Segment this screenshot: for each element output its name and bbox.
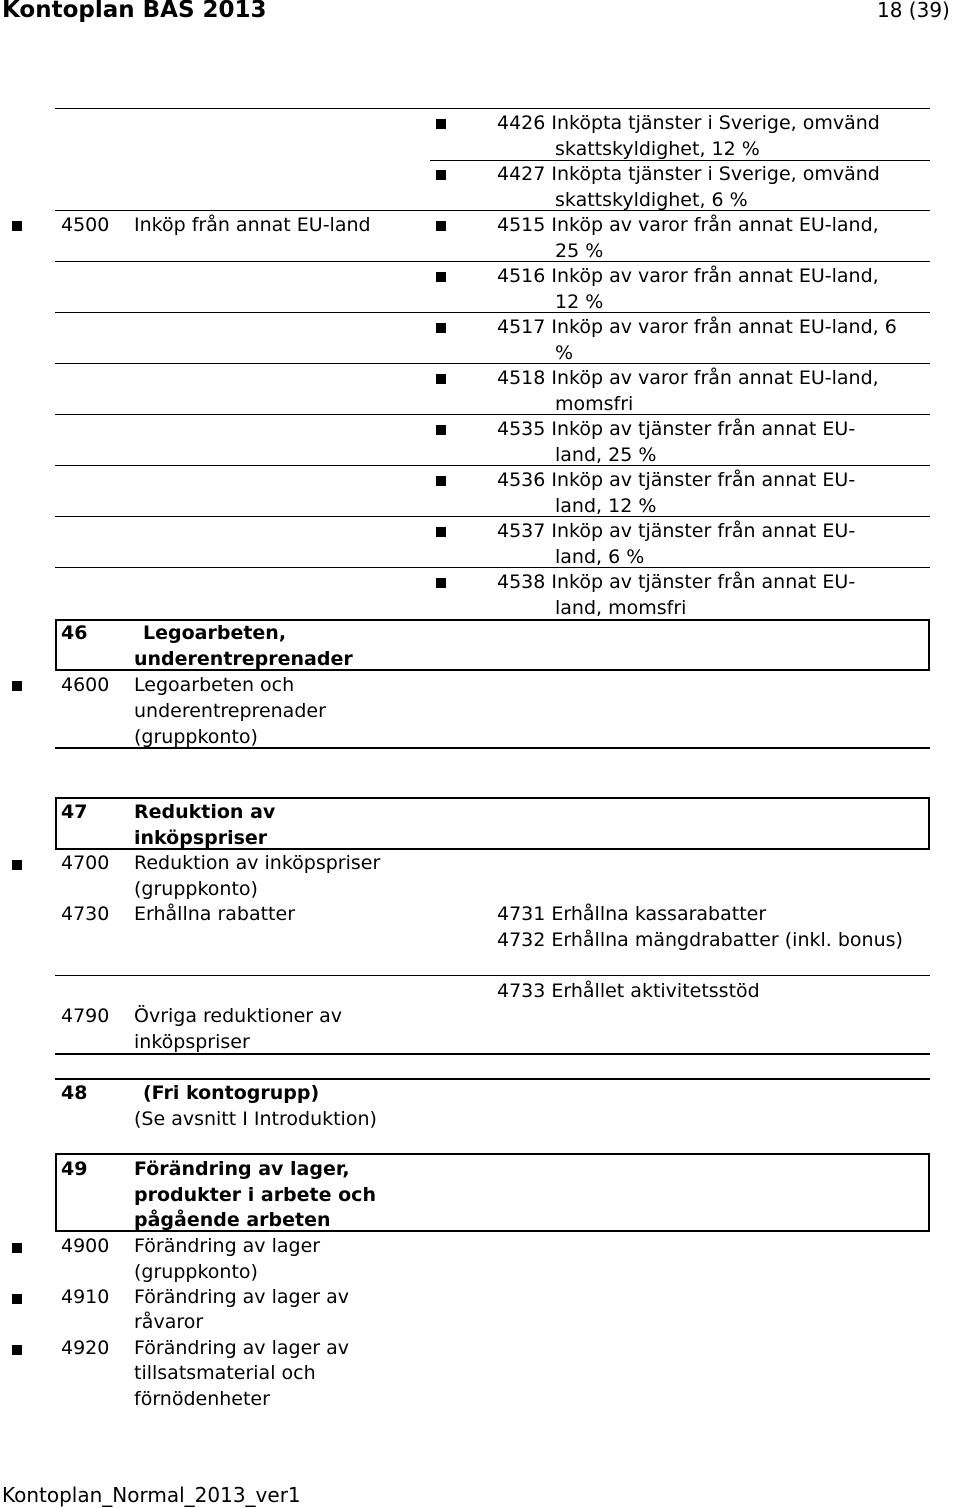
account-4790-label-cont: inköpspriser bbox=[134, 1031, 250, 1053]
account-4600-label-cont2: (gruppkonto) bbox=[134, 726, 258, 748]
account-4427-cont: skattskyldighet, 6 % bbox=[555, 189, 748, 211]
group-49-title-cont2: pågående arbeten bbox=[134, 1209, 331, 1231]
account-4700-number: 4700 bbox=[61, 852, 110, 874]
account-4900-number: 4900 bbox=[61, 1235, 110, 1257]
account-4730-number: 4730 bbox=[61, 903, 110, 925]
account-4426: 4426 Inköpta tjänster i Sverige, omvänd bbox=[497, 112, 880, 134]
bullet-icon bbox=[436, 119, 446, 129]
bullet-icon bbox=[12, 1294, 22, 1304]
account-4733: 4733 Erhållet aktivitetsstöd bbox=[497, 980, 760, 1002]
account-4518: 4518 Inköp av varor från annat EU-land, bbox=[497, 367, 879, 389]
bullet-icon bbox=[12, 221, 22, 231]
account-4920-number: 4920 bbox=[61, 1337, 110, 1359]
account-4535: 4535 Inköp av tjänster från annat EU- bbox=[497, 418, 856, 440]
account-4920-label-cont2: förnödenheter bbox=[134, 1388, 270, 1410]
page-number: 18 (39) bbox=[877, 0, 950, 22]
group-49-title-cont: produkter i arbete och bbox=[134, 1184, 376, 1206]
account-4920-label: Förändring av lager av bbox=[134, 1337, 350, 1359]
account-4518-cont: momsfri bbox=[555, 393, 634, 415]
account-4731: 4731 Erhållna kassarabatter bbox=[497, 903, 767, 925]
bullet-icon bbox=[12, 1243, 22, 1253]
bullet-icon bbox=[436, 323, 446, 333]
document-title: Kontoplan BAS 2013 bbox=[2, 0, 267, 23]
account-4700-label-cont: (gruppkonto) bbox=[134, 878, 258, 900]
account-4910-label: Förändring av lager av bbox=[134, 1286, 350, 1308]
account-4600-label: Legoarbeten och bbox=[134, 674, 295, 696]
account-4600-label-cont: underentreprenader bbox=[134, 700, 326, 722]
account-4600-number: 4600 bbox=[61, 674, 110, 696]
account-4515: 4515 Inköp av varor från annat EU-land, bbox=[497, 214, 879, 236]
group-47-title-cont: inköpspriser bbox=[134, 827, 268, 849]
account-4517: 4517 Inköp av varor från annat EU-land, 6 bbox=[497, 316, 897, 338]
account-4538-cont: land, momsfri bbox=[555, 597, 687, 619]
bullet-icon bbox=[436, 170, 446, 180]
account-4730-label: Erhållna rabatter bbox=[134, 903, 296, 925]
bullet-icon bbox=[12, 681, 22, 691]
bullet-icon bbox=[436, 221, 446, 231]
bullet-icon bbox=[436, 374, 446, 384]
account-4790-label: Övriga reduktioner av bbox=[134, 1005, 343, 1027]
group-47-title: Reduktion av bbox=[134, 801, 276, 823]
account-4538: 4538 Inköp av tjänster från annat EU- bbox=[497, 571, 856, 593]
account-4516-cont: 12 % bbox=[555, 291, 604, 313]
account-4516: 4516 Inköp av varor från annat EU-land, bbox=[497, 265, 879, 287]
account-4500-label: Inköp från annat EU-land bbox=[134, 214, 371, 236]
account-4427: 4427 Inköpta tjänster i Sverige, omvänd bbox=[497, 163, 880, 185]
bullet-icon bbox=[436, 527, 446, 537]
group-46-number: 46 bbox=[61, 622, 88, 644]
group-48-title: (Fri kontogrupp) bbox=[143, 1082, 320, 1104]
bullet-icon bbox=[436, 425, 446, 435]
account-4500-number: 4500 bbox=[61, 214, 110, 236]
account-4900-label: Förändring av lager bbox=[134, 1235, 321, 1257]
account-4790-number: 4790 bbox=[61, 1005, 110, 1027]
account-4536-cont: land, 12 % bbox=[555, 495, 657, 517]
bullet-icon bbox=[12, 1345, 22, 1355]
group-48-number: 48 bbox=[61, 1082, 88, 1104]
account-4517-cont: % bbox=[555, 342, 574, 364]
account-4537-cont: land, 6 % bbox=[555, 546, 645, 568]
group-47-number: 47 bbox=[61, 801, 88, 823]
bullet-icon bbox=[436, 272, 446, 282]
group-49-number: 49 bbox=[61, 1158, 88, 1180]
footer-filename: Kontoplan_Normal_2013_ver1 bbox=[2, 1483, 301, 1507]
group-49-title: Förändring av lager, bbox=[134, 1158, 350, 1180]
account-4536: 4536 Inköp av tjänster från annat EU- bbox=[497, 469, 856, 491]
account-4920-label-cont: tillsatsmaterial och bbox=[134, 1362, 316, 1384]
group-46-title: Legoarbeten, bbox=[143, 622, 287, 644]
bullet-icon bbox=[436, 476, 446, 486]
account-4700-label: Reduktion av inköpspriser bbox=[134, 852, 381, 874]
account-4910-label-cont: råvaror bbox=[134, 1311, 204, 1333]
account-4537: 4537 Inköp av tjänster från annat EU- bbox=[497, 520, 856, 542]
account-4910-number: 4910 bbox=[61, 1286, 110, 1308]
bullet-icon bbox=[12, 860, 22, 870]
account-4535-cont: land, 25 % bbox=[555, 444, 657, 466]
account-4515-cont: 25 % bbox=[555, 240, 604, 262]
account-4732: 4732 Erhållna mängdrabatter (inkl. bonus) bbox=[497, 929, 903, 951]
bullet-icon bbox=[436, 578, 446, 588]
group-46-title-cont: underentreprenader bbox=[134, 648, 353, 670]
account-4426-cont: skattskyldighet, 12 % bbox=[555, 138, 760, 160]
account-4900-label-cont: (gruppkonto) bbox=[134, 1261, 258, 1283]
group-48-note: (Se avsnitt I Introduktion) bbox=[134, 1108, 377, 1130]
